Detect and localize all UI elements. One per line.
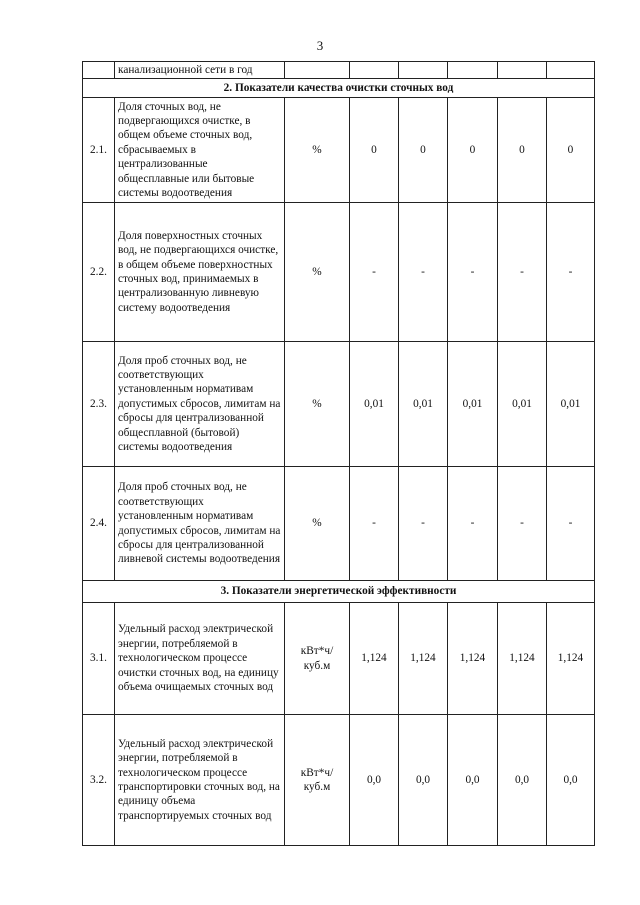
row-value: 0 bbox=[350, 98, 399, 203]
row-value: 0 bbox=[498, 98, 547, 203]
row-value: 0,0 bbox=[547, 715, 595, 846]
row-value: 1,124 bbox=[498, 603, 547, 715]
section-header-row bbox=[83, 581, 595, 603]
row-value: 0 bbox=[399, 98, 448, 203]
table-row bbox=[83, 603, 595, 715]
row-value: 0 bbox=[547, 98, 595, 203]
row-value: 1,124 bbox=[448, 603, 498, 715]
row-number: 2.2. bbox=[83, 203, 115, 342]
row-value bbox=[350, 62, 399, 79]
row-number bbox=[83, 62, 115, 79]
table-row bbox=[83, 467, 595, 581]
section-title: 3. Показатели энергетической эффективности bbox=[83, 581, 595, 603]
row-number: 3.1. bbox=[83, 603, 115, 715]
row-value: - bbox=[399, 203, 448, 342]
table-row bbox=[83, 342, 595, 467]
row-description: Удельный расход электрической энергии, потребляемой в технологическом процессе транспортировки сточных вод, на единицу объема транспортируемых сточных вод bbox=[115, 715, 285, 846]
row-description: канализационной сети в год bbox=[115, 62, 285, 79]
row-value: - bbox=[498, 203, 547, 342]
row-value: 0,01 bbox=[498, 342, 547, 467]
row-unit: кВт*ч/куб.м bbox=[285, 715, 350, 846]
table-row bbox=[83, 98, 595, 203]
row-unit: % bbox=[285, 467, 350, 581]
row-value: 1,124 bbox=[399, 603, 448, 715]
row-number: 2.1. bbox=[83, 98, 115, 203]
row-description: Доля проб сточных вод, не соответствующих установленным нормативам допустимых сбросов, лимитам на сбросы для централизованной ливневой системы водоотведения bbox=[115, 467, 285, 581]
row-value: 0 bbox=[448, 98, 498, 203]
row-description: Удельный расход электрической энергии, потребляемой в технологическом процессе очистки сточных вод, на единицу объема очищаемых сточных вод bbox=[115, 603, 285, 715]
row-number: 2.3. bbox=[83, 342, 115, 467]
row-value: - bbox=[498, 467, 547, 581]
row-value: 0,01 bbox=[399, 342, 448, 467]
page-number: 3 bbox=[316, 38, 324, 53]
row-value: 0,01 bbox=[547, 342, 595, 467]
row-unit: % bbox=[285, 98, 350, 203]
table-row bbox=[83, 203, 595, 342]
row-value bbox=[547, 62, 595, 79]
row-value bbox=[399, 62, 448, 79]
row-value: 0,01 bbox=[448, 342, 498, 467]
row-value: 0,0 bbox=[350, 715, 399, 846]
section-title: 2. Показатели качества очистки сточных вод bbox=[83, 79, 595, 98]
row-value: - bbox=[547, 467, 595, 581]
row-unit bbox=[285, 62, 350, 79]
row-value bbox=[448, 62, 498, 79]
row-value: 1,124 bbox=[350, 603, 399, 715]
row-number: 2.4. bbox=[83, 467, 115, 581]
row-description: Доля сточных вод, не подвергающихся очистке, в общем объеме сточных вод, сбрасываемых в централизованные общесплавные или бытовые системы водоотведения bbox=[115, 98, 285, 203]
row-value: - bbox=[350, 203, 399, 342]
row-description: Доля проб сточных вод, не соответствующих установленным нормативам допустимых сбросов, лимитам на сбросы для централизованной общесплавной (бытовой) системы водоотведения bbox=[115, 342, 285, 467]
row-value: - bbox=[547, 203, 595, 342]
row-value: - bbox=[399, 467, 448, 581]
row-value: 0,01 bbox=[350, 342, 399, 467]
row-value: 0,0 bbox=[448, 715, 498, 846]
table-row bbox=[83, 715, 595, 846]
row-unit: % bbox=[285, 203, 350, 342]
row-value: 0,0 bbox=[498, 715, 547, 846]
row-value: 0,0 bbox=[399, 715, 448, 846]
row-value bbox=[498, 62, 547, 79]
row-number: 3.2. bbox=[83, 715, 115, 846]
row-unit: кВт*ч/куб.м bbox=[285, 603, 350, 715]
row-unit: % bbox=[285, 342, 350, 467]
row-value: - bbox=[448, 467, 498, 581]
row-value: 1,124 bbox=[547, 603, 595, 715]
indicators-table bbox=[82, 61, 595, 846]
row-description: Доля поверхностных сточных вод, не подвергающихся очистке, в общем объеме поверхностных сточных вод, принимаемых в централизованную ливневую систему водоотведения bbox=[115, 203, 285, 342]
section-header-row bbox=[83, 79, 595, 98]
row-value: - bbox=[448, 203, 498, 342]
table-row bbox=[83, 62, 595, 79]
row-value: - bbox=[350, 467, 399, 581]
